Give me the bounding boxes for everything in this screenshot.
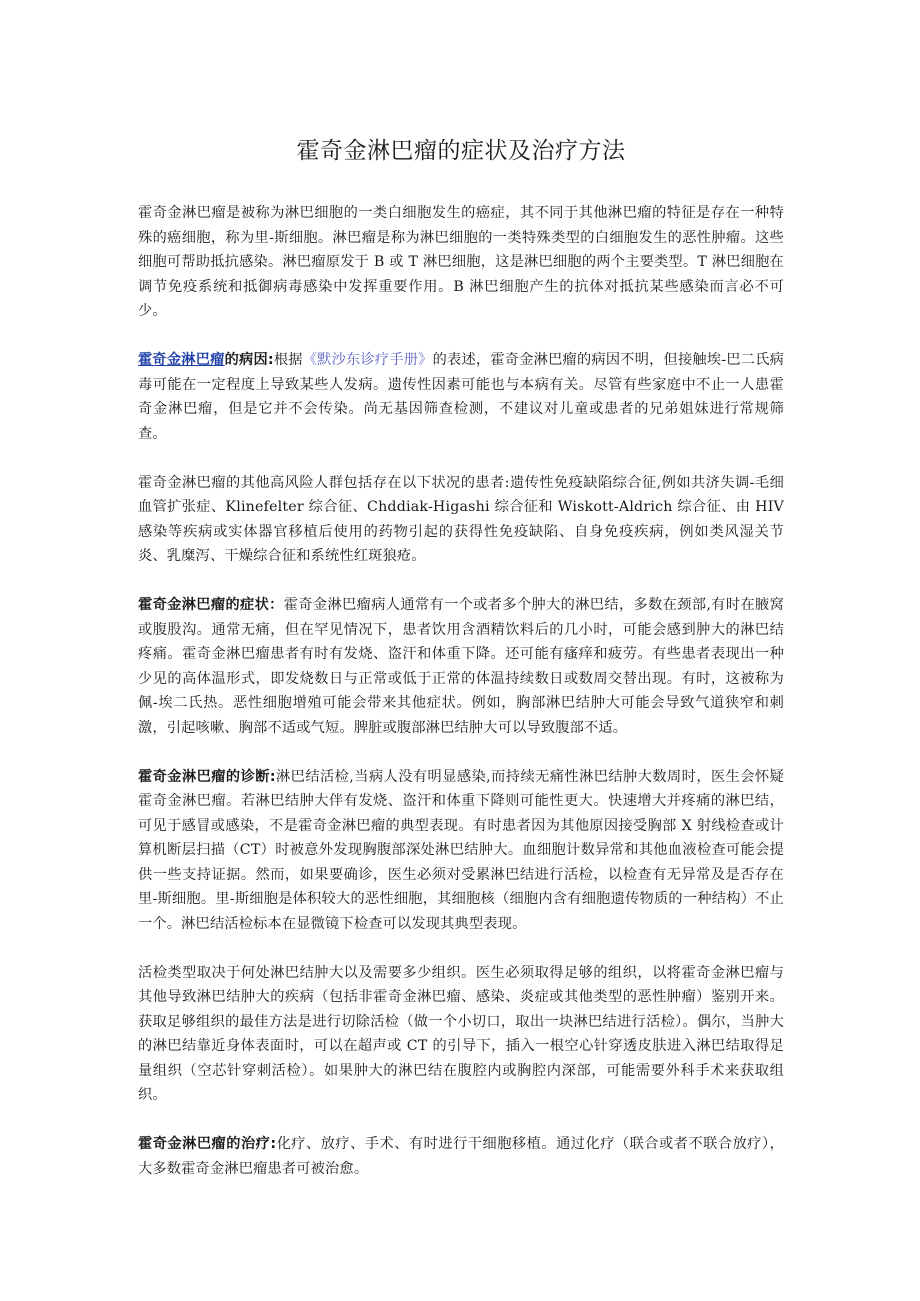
treatment-heading: 霍奇金淋巴瘤的治疗: — [138, 1136, 277, 1152]
cause-text-b: 的表述，霍奇金淋巴瘤的病因不明，但接触埃-巴二氏病毒可能在一定程度上导致某些人发病。遗传性因素可能也与本病有关。尽管有些家庭中不止一人患霍奇金淋巴瘤，但是它并不会传染。尚无基因筛查检测，不建议对儿童或患者的兄弟姐妹进行常规筛查。 — [138, 352, 785, 442]
cause-heading: 的病因: — [224, 352, 274, 368]
cause-paragraph — [138, 348, 784, 446]
diagnosis-paragraph — [138, 765, 784, 937]
diagnosis-heading: 霍奇金淋巴瘤的诊断: — [138, 768, 276, 785]
hodgkin-link[interactable]: 霍奇金淋巴瘤 — [138, 352, 225, 368]
msd-manual-link[interactable]: 《默沙东诊疗手册》 — [302, 352, 433, 368]
treatment-paragraph — [138, 1132, 784, 1181]
symptoms-text: 霍奇金淋巴瘤病人通常有一个或者多个肿大的淋巴结，多数在颈部,有时在腋窝或腹股沟。通常无痛，但在罕见情况下，患者饮用含酒精饮料后的几小时，可能会感到肿大的淋巴结疼痛。霍奇金淋巴瘤患者有时有发烧、盗汗和体重下降。还可能有瘙痒和疲劳。有些患者表现出一种少见的高体温形式，即发烧数日与正常或低于正常的体温持续数日或数周交替出现。有时，这被称为佩-埃二氏热。恶性细胞增殖可能会带来其他症状。例如，胸部淋巴结肿大可能会导致气道狭窄和刺激，引起咳嗽、胸部不适或气短。脾脏或腹部淋巴结肿大可以导致腹部不适。 — [138, 597, 784, 736]
diagnosis-text: 淋巴结活检,当病人没有明显感染,而持续无痛性淋巴结肿大数周时，医生会怀疑霍奇金淋巴瘤。若淋巴结肿大伴有发烧、盗汗和体重下降则可能性更大。快速增大并疼痛的淋巴结，可见于感冒或感染，不是霍奇金淋巴瘤的典型表现。有时患者因为其他原因接受胸部 X 射线检查或计算机断层扫描（CT）时被意外发现胸腹部深处淋巴结肿大。血细胞计数异常和其他血液检查可能会提供一些支持证据。然而，如果要确诊，医生必须对受累淋巴结进行活检，以检查有无异常及是否存在里-斯细胞。里-斯细胞是体积较大的恶性细胞，其细胞核（细胞内含有细胞遗传物质的一种结构）不止一个。淋巴结活检标本在显微镜下检查可以发现其典型表现。 — [138, 768, 784, 932]
cause-text-a: 根据 — [273, 352, 303, 368]
treatment-text: 化疗、放疗、手术、有时进行干细胞移植。通过化疗（联合或者不联合放疗），大多数霍奇金淋巴瘤患者可被治愈。 — [138, 1136, 784, 1177]
intro-paragraph: 霍奇金淋巴瘤是被称为淋巴细胞的一类白细胞发生的癌症，其不同于其他淋巴瘤的特征是存在一种特殊的癌细胞，称为里-斯细胞。淋巴瘤是称为淋巴细胞的一类特殊类型的白细胞发生的恶性肿瘤。这些细胞可帮助抵抗感染。淋巴瘤原发于 B 或 T 淋巴细胞，这是淋巴细胞的两个主要类型。T 淋巴细胞在调节免疫系统和抵御病毒感染中发挥重要作用。B 淋巴细胞产生的抗体对抵抗某些感染而言必不可少。 — [138, 205, 784, 319]
page-title: 霍奇金淋巴瘤的症状及治疗方法 — [296, 138, 626, 164]
risk-paragraph: 霍奇金淋巴瘤的其他高风险人群包括存在以下状况的患者:遗传性免疫缺陷综合征,例如共济失调-毛细血管扩张症、Klinefelter 综合征、Chddiak-Higashi 综合征和 Wiskott-Aldrich 综合征、由 HIV 感染等疾病或实体器官移植后使用的药物引起的获得性免疫缺陷、自身免疫疾病，例如类风湿关节炎、乳糜泻、干燥综合征和系统性红斑狼疮。 — [138, 474, 784, 564]
document-page — [138, 132, 784, 1206]
biopsy-paragraph: 活检类型取决于何处淋巴结肿大以及需要多少组织。医生必须取得足够的组织，以将霍奇金淋巴瘤与其他导致淋巴结肿大的疾病（包括非霍奇金淋巴瘤、感染、炎症或其他类型的恶性肿瘤）鉴别开来。获取足够组织的最佳方法是进行切除活检（做一个小切口，取出一块淋巴结进行活检）。偶尔，当肿大的淋巴结靠近身体表面时，可以在超声或 CT 的引导下，插入一根空心针穿透皮肤进入淋巴结取得足量组织（空芯针穿刺活检）。如果肿大的淋巴结在腹腔内或胸腔内深部，可能需要外科手术来获取组织。 — [138, 964, 784, 1103]
symptoms-paragraph — [138, 593, 784, 740]
symptoms-heading: 霍奇金淋巴瘤的症状： — [138, 597, 284, 613]
